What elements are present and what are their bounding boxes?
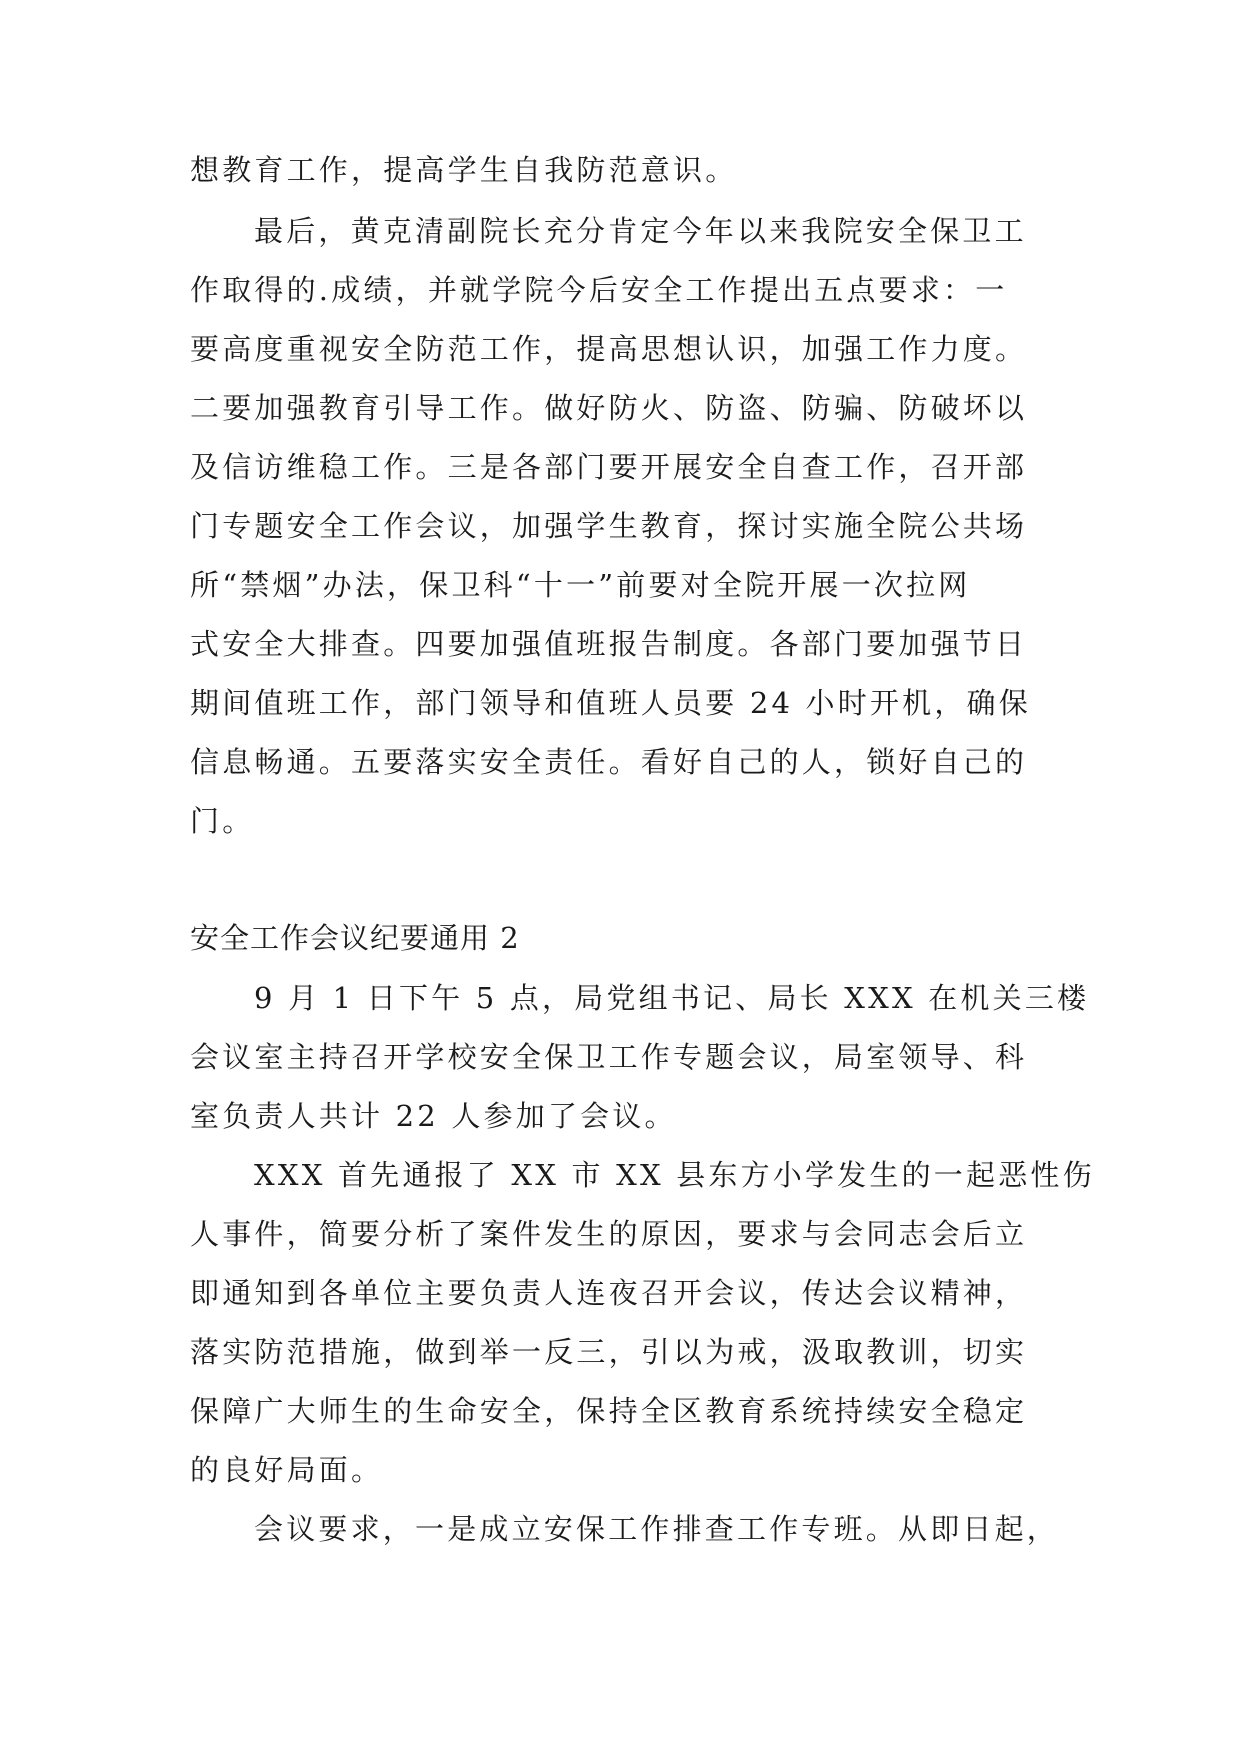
paragraph-line: 门。 bbox=[190, 804, 255, 838]
paragraph-line: 作取得的.成绩，并就学院今后安全工作提出五点要求：一 bbox=[190, 273, 1008, 307]
paragraph-line: 最后，黄克清副院长充分肯定今年以来我院安全保卫工 bbox=[254, 214, 1027, 248]
paragraph-line: 9 月 1 日下午 5 点，局党组书记、局长 XXX 在机关三楼 bbox=[254, 981, 1090, 1015]
paragraph-line: 所“禁烟”办法，保卫科“十一”前要对全院开展一次拉网 bbox=[190, 568, 971, 602]
paragraph-line: 落实防范措施，做到举一反三，引以为戒，汲取教训，切实 bbox=[190, 1335, 1028, 1369]
paragraph-line: 会议室主持召开学校安全保卫工作专题会议，局室领导、科 bbox=[190, 1040, 1028, 1074]
paragraph-line: XXX 首先通报了 XX 市 XX 县东方小学发生的一起恶性伤 bbox=[254, 1158, 1095, 1192]
paragraph-line: 式安全大排查。四要加强值班报告制度。各部门要加强节日 bbox=[190, 627, 1028, 661]
paragraph-line: 保障广大师生的生命安全，保持全区教育系统持续安全稳定 bbox=[190, 1394, 1028, 1428]
section-heading: 安全工作会议纪要通用 2 bbox=[190, 921, 520, 955]
paragraph-line: 及信访维稳工作。三是各部门要开展安全自查工作，召开部 bbox=[190, 450, 1028, 484]
paragraph-line: 人事件，简要分析了案件发生的原因，要求与会同志会后立 bbox=[190, 1217, 1028, 1251]
paragraph-line: 要高度重视安全防范工作，提高思想认识，加强工作力度。 bbox=[190, 332, 1028, 366]
paragraph-line: 想教育工作，提高学生自我防范意识。 bbox=[190, 153, 738, 187]
paragraph-line: 室负责人共计 22 人参加了会议。 bbox=[190, 1099, 677, 1133]
paragraph-line: 会议要求，一是成立安保工作排查工作专班。从即日起， bbox=[254, 1512, 1060, 1546]
paragraph-line: 的良好局面。 bbox=[190, 1453, 384, 1487]
paragraph-line: 即通知到各单位主要负责人连夜召开会议，传达会议精神， bbox=[190, 1276, 1028, 1310]
paragraph-line: 期间值班工作，部门领导和值班人员要 24 小时开机，确保 bbox=[190, 686, 1031, 720]
paragraph-line: 门专题安全工作会议，加强学生教育，探讨实施全院公共场 bbox=[190, 509, 1028, 543]
paragraph-line: 信息畅通。五要落实安全责任。看好自己的人，锁好自己的 bbox=[190, 745, 1028, 779]
paragraph-line: 二要加强教育引导工作。做好防火、防盗、防骗、防破坏以 bbox=[190, 391, 1028, 425]
